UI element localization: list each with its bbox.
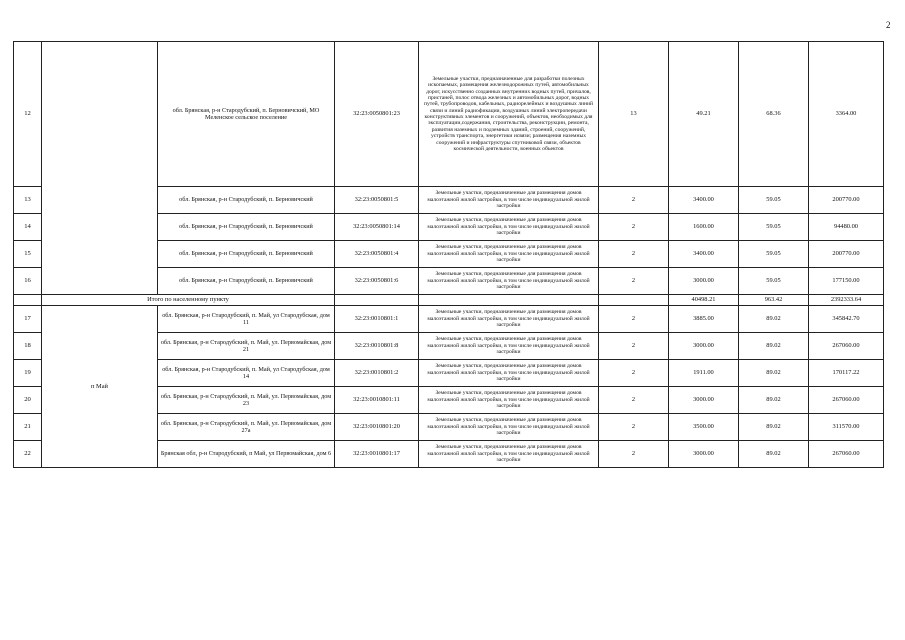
cadastral-number: 32:23:0050801:4 (335, 241, 419, 268)
row-number: 14 (14, 214, 42, 241)
rate-value: 59.05 (739, 241, 809, 268)
land-use-cell: Земельные участки, предназначенные для размещения домов малоэтажной жилой застройки, в том числе индивидуальной жилой застройки (419, 268, 599, 295)
address-cell: обл. Брянская, р-н Стародубский, п. Май, ул. Первомайская, дом 21 (158, 333, 335, 360)
use-code: 2 (599, 306, 669, 333)
cadastral-value: 3364.00 (809, 42, 884, 187)
land-use-cell: Земельные участки, предназначенные для размещения домов малоэтажной жилой застройки, в том числе индивидуальной жилой застройки (419, 387, 599, 414)
land-use-cell: Земельные участки, предназначенные для размещения домов малоэтажной жилой застройки, в том числе индивидуальной жилой застройки (419, 441, 599, 468)
cadastral-value: 170117.22 (809, 360, 884, 387)
cadastral-number: 32:23:0050801:23 (335, 42, 419, 187)
rate-value: 89.02 (739, 306, 809, 333)
subtotal-row (14, 295, 884, 306)
address-cell: обл. Брянская, р-н Стародубский, п. Берновичский (158, 241, 335, 268)
cadastral-number: 32:23:0010801:17 (335, 441, 419, 468)
area-value: 3500.00 (669, 414, 739, 441)
cadastral-number: 32:23:0050801:5 (335, 187, 419, 214)
use-code: 13 (599, 42, 669, 187)
address-cell: обл. Брянская, р-н Стародубский, п. Берновичский (158, 214, 335, 241)
row-number: 19 (14, 360, 42, 387)
row-number: 20 (14, 387, 42, 414)
subtotal-value: 2392333.64 (809, 295, 884, 306)
land-use-cell: Земельные участки, предназначенные для размещения домов малоэтажной жилой застройки, в том числе индивидуальной жилой застройки (419, 306, 599, 333)
cadastral-value: 267060.00 (809, 387, 884, 414)
table-row (14, 42, 884, 187)
rate-value: 89.02 (739, 387, 809, 414)
rate-value: 68.36 (739, 42, 809, 187)
land-use-cell: Земельные участки, предназначенные для размещения домов малоэтажной жилой застройки, в том числе индивидуальной жилой застройки (419, 214, 599, 241)
cadastral-value: 200770.00 (809, 241, 884, 268)
use-code: 2 (599, 360, 669, 387)
cadastral-number: 32:23:0050801:14 (335, 214, 419, 241)
rate-value: 89.02 (739, 414, 809, 441)
rate-value: 89.02 (739, 441, 809, 468)
area-value: 1600.00 (669, 214, 739, 241)
row-number: 13 (14, 187, 42, 214)
land-use-cell: Земельные участки, предназначенные для размещения домов малоэтажной жилой застройки, в том числе индивидуальной жилой застройки (419, 360, 599, 387)
address-cell: обл. Брянская, р-н Стародубский, п. Май, ул Стародубская, дом 14 (158, 360, 335, 387)
cadastral-value: 311570.00 (809, 414, 884, 441)
address-cell: обл. Брянская, р-н Стародубский, п. Май, ул Стародубская, дом 11 (158, 306, 335, 333)
use-code: 2 (599, 241, 669, 268)
cadastral-number: 32:23:0050801:6 (335, 268, 419, 295)
rate-value: 89.02 (739, 360, 809, 387)
rate-value: 59.05 (739, 268, 809, 295)
row-number: 21 (14, 414, 42, 441)
row-number: 18 (14, 333, 42, 360)
area-value: 3400.00 (669, 187, 739, 214)
land-register-table (13, 41, 884, 468)
subtotal-label: Итого по населенному пункту (42, 295, 335, 306)
address-cell: Брянская обл, р-н Стародубский, п Май, ул Первомайская, дом 6 (158, 441, 335, 468)
land-use-cell: Земельные участки, предназначенные для размещения домов малоэтажной жилой застройки, в том числе индивидуальной жилой застройки (419, 241, 599, 268)
rate-value: 89.02 (739, 333, 809, 360)
cadastral-number: 32:23:0010801:20 (335, 414, 419, 441)
cadastral-value: 177150.00 (809, 268, 884, 295)
row-number: 17 (14, 306, 42, 333)
row-number: 12 (14, 42, 42, 187)
row-number: 22 (14, 441, 42, 468)
cadastral-value: 267060.00 (809, 441, 884, 468)
row-number: 16 (14, 268, 42, 295)
land-use-cell: Земельные участки, предназначенные для размещения домов малоэтажной жилой застройки, в том числе индивидуальной жилой застройки (419, 187, 599, 214)
use-code: 2 (599, 187, 669, 214)
row-number: 15 (14, 241, 42, 268)
area-value: 3885.00 (669, 306, 739, 333)
address-cell: обл. Брянская, р-н Стародубский, п. Берновичский, МО Меленское сельское поселение (158, 42, 335, 187)
page-number: 2 (886, 20, 891, 30)
address-cell: обл. Брянская, р-н Стародубский, п. Берновичский (158, 187, 335, 214)
area-value: 3400.00 (669, 241, 739, 268)
subtotal-area: 40498.21 (669, 295, 739, 306)
use-code: 2 (599, 414, 669, 441)
cadastral-number: 32:23:0010801:2 (335, 360, 419, 387)
address-cell: обл. Брянская, р-н Стародубский, п. Берновичский (158, 268, 335, 295)
use-code: 2 (599, 441, 669, 468)
use-code: 2 (599, 387, 669, 414)
area-value: 49.21 (669, 42, 739, 187)
address-cell: обл. Брянская, р-н Стародубский, п. Май, ул. Первомайская, дом 23 (158, 387, 335, 414)
cadastral-value: 200770.00 (809, 187, 884, 214)
land-use-cell: Земельные участки, предназначенные для размещения домов малоэтажной жилой застройки, в том числе индивидуальной жилой застройки (419, 333, 599, 360)
area-value: 3000.00 (669, 333, 739, 360)
settlement-cell (42, 42, 158, 295)
rate-value: 59.05 (739, 187, 809, 214)
cadastral-number: 32:23:0010801:1 (335, 306, 419, 333)
land-use-cell: Земельные участки, предназначенные для разработки полезных ископаемых, размещения железнодорожных путей, автомобильных дорог, искусственно созданных внутренних водных путей, причалов, пристаней, полос отвода железных и автомобильных дорог, водных путей, трубопроводов, кабельных, радиорелейных и воздушных линий связи и линий радиофикации, воздушных линий электропередачи конструктивных элементов и сооружений, объектов, необходимых для эксплуатации,содержания, строительства, реконструкции, ремонта, развития наземных и подземных зданий, строений, сооружений, устройств транспорта, энергетики исвязи; размещения наземных сооружений и инфраструктуры спутниковой связи, объектов космической деятельности, военных объектов (419, 42, 599, 187)
rate-value: 59.05 (739, 214, 809, 241)
use-code: 2 (599, 214, 669, 241)
cadastral-value: 345842.70 (809, 306, 884, 333)
address-cell: обл. Брянская, р-н Стародубский, п. Май, ул. Первомайская, дом 27а (158, 414, 335, 441)
cadastral-value: 267060.00 (809, 333, 884, 360)
use-code: 2 (599, 268, 669, 295)
area-value: 3000.00 (669, 268, 739, 295)
area-value: 1911.00 (669, 360, 739, 387)
use-code: 2 (599, 333, 669, 360)
cadastral-number: 32:23:0010801:8 (335, 333, 419, 360)
land-use-cell: Земельные участки, предназначенные для размещения домов малоэтажной жилой застройки, в том числе индивидуальной жилой застройки (419, 414, 599, 441)
area-value: 3000.00 (669, 387, 739, 414)
table-row (14, 306, 884, 333)
area-value: 3000.00 (669, 441, 739, 468)
cadastral-number: 32:23:0010801:11 (335, 387, 419, 414)
settlement-name: п Май (42, 306, 158, 468)
cadastral-value: 94480.00 (809, 214, 884, 241)
subtotal-rate: 963.42 (739, 295, 809, 306)
